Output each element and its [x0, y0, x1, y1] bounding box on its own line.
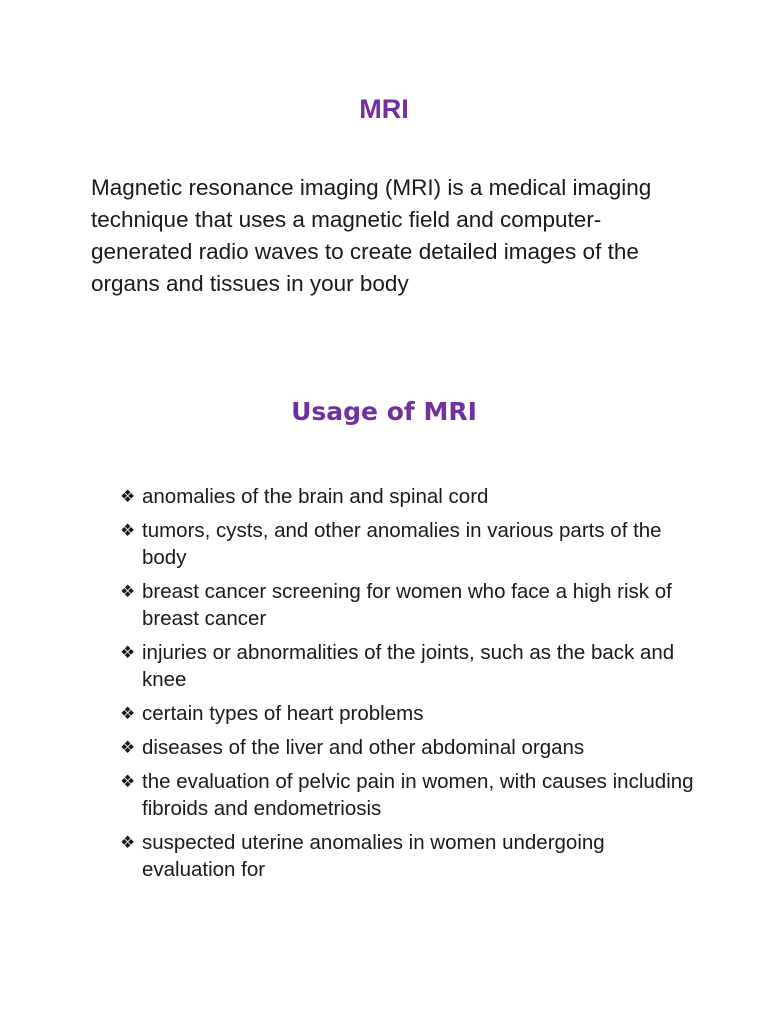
list-item-text: breast cancer screening for women who face a high risk of breast cancer	[142, 580, 672, 630]
list-item-text: the evaluation of pelvic pain in women, with causes including fibroids and endometriosis	[142, 770, 694, 820]
list-item	[120, 578, 700, 632]
diamond-bullet-icon: ❖	[120, 582, 136, 601]
diamond-bullet-icon: ❖	[120, 833, 136, 852]
list-item	[120, 483, 700, 510]
diamond-bullet-icon: ❖	[120, 487, 136, 506]
list-item	[120, 829, 700, 883]
list-item-text: anomalies of the brain and spinal cord	[142, 485, 489, 508]
list-item-text: injuries or abnormalities of the joints, such as the back and knee	[142, 641, 675, 691]
usage-list	[120, 483, 700, 890]
intro-paragraph: Magnetic resonance imaging (MRI) is a medical imaging technique that uses a magnetic field and computer-generated radio waves to create detailed images of the organs and tissues in your body	[91, 175, 652, 296]
list-item	[120, 700, 700, 727]
list-item-text: certain types of heart problems	[142, 702, 424, 725]
page-title: MRI	[359, 94, 409, 124]
diamond-bullet-icon: ❖	[120, 521, 136, 540]
list-item-text: diseases of the liver and other abdominal organs	[142, 736, 585, 759]
diamond-bullet-icon: ❖	[120, 643, 136, 662]
diamond-bullet-icon: ❖	[120, 738, 136, 757]
list-item	[120, 768, 700, 822]
diamond-bullet-icon: ❖	[120, 704, 136, 723]
list-item-text: suspected uterine anomalies in women undergoing evaluation for	[142, 831, 605, 881]
list-item-text: tumors, cysts, and other anomalies in various parts of the body	[142, 519, 662, 569]
section-title: Usage of MRI	[291, 397, 477, 426]
list-item	[120, 734, 700, 761]
diamond-bullet-icon: ❖	[120, 772, 136, 791]
list-item	[120, 639, 700, 693]
list-item	[120, 517, 700, 571]
